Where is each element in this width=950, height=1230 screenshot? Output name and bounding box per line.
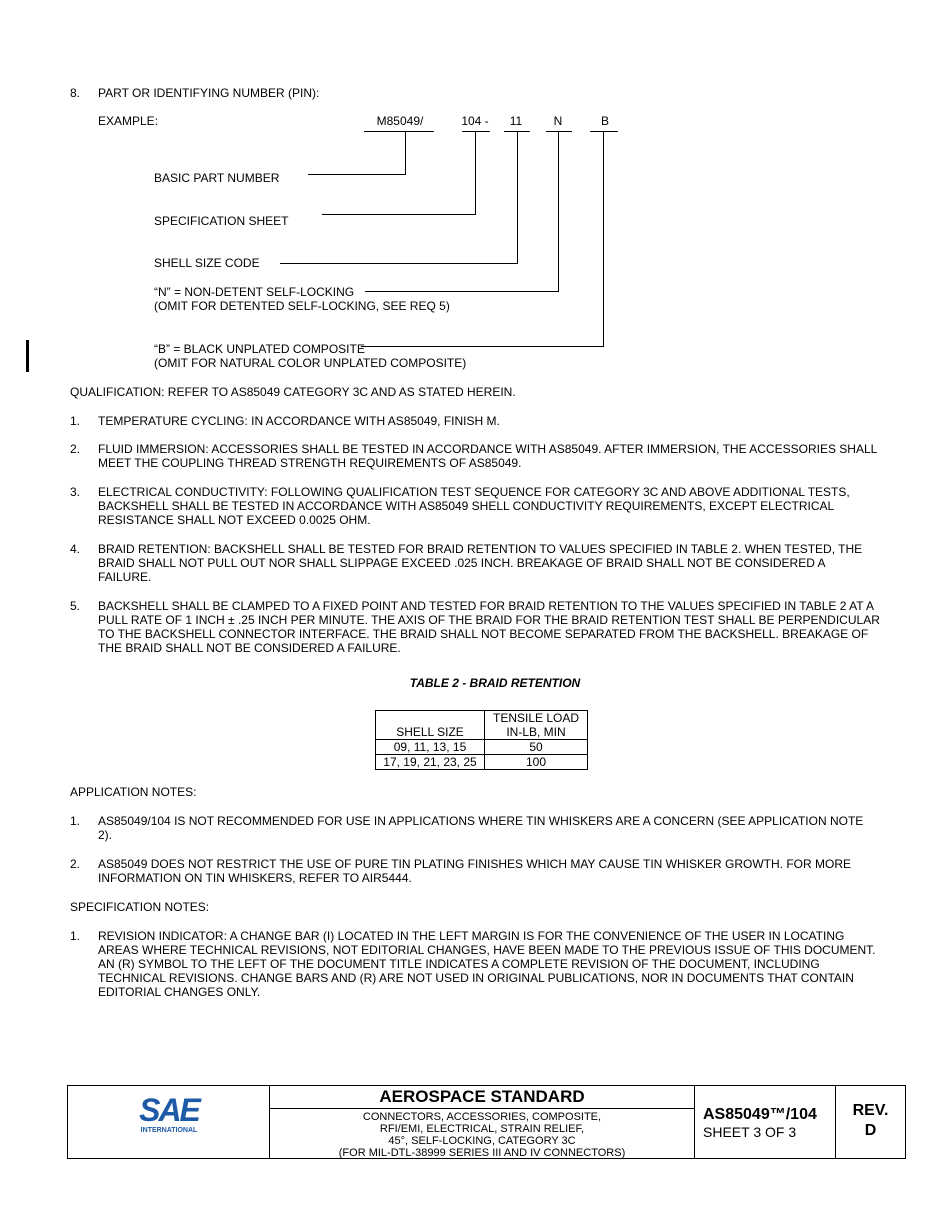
callout-b-line1: “B” = BLACK UNPLATED COMPOSITE: [154, 342, 365, 356]
callout-n-line1: “N” = NON-DETENT SELF-LOCKING: [154, 285, 355, 299]
example-part-n: N: [553, 114, 563, 128]
leader-n-v: [558, 131, 559, 292]
braid-retention-table: [375, 710, 588, 770]
leader-spec-h: [322, 214, 476, 215]
revision-value: D: [864, 1122, 877, 1139]
document-number: AS85049™/104: [703, 1106, 817, 1123]
underline-spec: [462, 131, 490, 132]
cell-load: 100: [485, 755, 588, 770]
cell-shell-size: 17, 19, 21, 23, 25: [376, 755, 485, 770]
callout-shell-size-code: SHELL SIZE CODE: [154, 256, 260, 270]
application-notes-heading: APPLICATION NOTES:: [70, 785, 197, 799]
change-bar: [26, 340, 29, 372]
standard-title: AEROSPACE STANDARD: [270, 1086, 694, 1109]
specification-notes-heading: SPECIFICATION NOTES:: [70, 900, 210, 914]
description-line: RFI/EMI, ELECTRICAL, STRAIN RELIEF,: [379, 1123, 585, 1135]
example-part-spec: 104 -: [461, 114, 489, 128]
leader-b-h: [361, 346, 604, 347]
sae-logo-mark: SAE: [139, 1092, 199, 1128]
item-text: TEMPERATURE CYCLING: IN ACCORDANCE WITH AS85049, FINISH M.: [98, 414, 500, 428]
header-tensile-load: [485, 711, 588, 740]
table-row: [376, 755, 588, 770]
callout-b-line2: (OMIT FOR NATURAL COLOR UNPLATED COMPOSITE): [154, 356, 467, 370]
table-header-row: [376, 711, 588, 740]
description-line: (FOR MIL-DTL-38999 SERIES III AND IV CONNECTORS): [338, 1147, 626, 1159]
item-text: AS85049 DOES NOT RESTRICT THE USE OF PURE TIN PLATING FINISHES WHICH MAY CAUSE TIN WHISKER GROWTH. FOR MORE INFORMATION ON TIN WHISKERS, REFER TO AIR5444.: [98, 857, 851, 885]
item-text: FLUID IMMERSION: ACCESSORIES SHALL BE TESTED IN ACCORDANCE WITH AS85049. AFTER IMMERSION, THE ACCESSORIES SHALL MEET THE COUPLING THREAD STRENGTH REQUIREMENTS OF AS85049.: [98, 442, 877, 470]
description-line: 45°, SELF-LOCKING, CATEGORY 3C: [388, 1135, 576, 1147]
item-text: ELECTRICAL CONDUCTIVITY: FOLLOWING QUALIFICATION TEST SEQUENCE FOR CATEGORY 3C AND ABOVE ADDITIONAL TESTS, BACKSHELL SHALL BE TESTED IN ACCORDANCE WITH AS85049 SHELL CONDUCTIVITY REQUIREMENTS, EXCEPT ELECTRICAL RESISTANCE SHALL NOT EXCEED 0.0025 OHM.: [98, 485, 850, 527]
leader-shell-h: [280, 263, 518, 264]
item-text: AS85049/104 IS NOT RECOMMENDED FOR USE IN APPLICATIONS WHERE TIN WHISKERS ARE A CONCERN (SEE APPLICATION NOTE 2).: [98, 814, 864, 842]
underline-basic: [364, 131, 434, 132]
example-label: EXAMPLE:: [98, 114, 159, 128]
item-text: BRAID RETENTION: BACKSHELL SHALL BE TESTED FOR BRAID RETENTION TO VALUES SPECIFIED IN TABLE 2. WHEN TESTED, THE BRAID SHALL NOT PULL OUT NOR SHALL SLIPPAGE EXCEED .025 INCH. BREAKAGE OF BRAID SHALL NOT BE CONSIDERED A FAILURE.: [98, 542, 863, 584]
document-number-cell: [695, 1086, 836, 1158]
description-line: CONNECTORS, ACCESSORIES, COMPOSITE,: [362, 1111, 602, 1123]
underline-n: [546, 131, 572, 132]
example-part-b: B: [600, 114, 609, 128]
title-block: [67, 1085, 906, 1159]
sae-logo-sub: INTERNATIONAL: [140, 1127, 198, 1134]
item-number: 1.: [70, 929, 81, 943]
leader-basic-h: [308, 174, 406, 175]
title-cell: [270, 1086, 695, 1158]
leader-basic-v: [405, 131, 406, 174]
leader-shell-v: [517, 131, 518, 264]
standard-description: [270, 1111, 694, 1159]
header-tensile-line2: IN-LB, MIN: [506, 725, 566, 739]
callout-n-line2: (OMIT FOR DETENTED SELF-LOCKING, SEE REQ 5): [154, 299, 450, 313]
sheet-number: SHEET 3 OF 3: [703, 1124, 797, 1140]
underline-b: [590, 131, 618, 132]
logo-cell: [68, 1086, 270, 1158]
item-number: 4.: [70, 542, 81, 556]
qualification-heading: QUALIFICATION: REFER TO AS85049 CATEGORY 3C AND AS STATED HEREIN.: [70, 385, 516, 399]
callout-basic-part-number: BASIC PART NUMBER: [154, 171, 280, 185]
cell-load: 50: [485, 740, 588, 755]
pin-number: 8.: [70, 86, 81, 100]
table-row: [376, 740, 588, 755]
pin-heading: PART OR IDENTIFYING NUMBER (PIN):: [98, 86, 320, 100]
item-number: 1.: [70, 814, 81, 828]
example-part-shell: 11: [509, 114, 523, 128]
item-number: 1.: [70, 414, 81, 428]
leader-n-h: [365, 291, 559, 292]
item-number: 5.: [70, 599, 81, 613]
revision: [836, 1101, 905, 1141]
item-text: BACKSHELL SHALL BE CLAMPED TO A FIXED POINT AND TESTED FOR BRAID RETENTION TO THE VALUES SPECIFIED IN TABLE 2 AT A PULL RATE OF 1 INCH ± .25 INCH PER MINUTE. THE AXIS OF THE BRAID FOR THE BRAID RETENTION TEST SHALL BE PERPENDICULAR TO THE BACKSHELL CONNECTOR INTERFACE. THE BRAID SHALL NOT BECOME SEPARATED FROM THE BACKSHELL. BREAKAGE OF THE BRAID SHALL NOT BE CONSIDERED A FAILURE.: [98, 599, 880, 655]
revision-label: REV.: [852, 1102, 889, 1119]
callout-specification-sheet: SPECIFICATION SHEET: [154, 214, 289, 228]
header-shell-size: SHELL SIZE: [376, 711, 485, 740]
table-title: TABLE 2 - BRAID RETENTION: [409, 676, 581, 690]
sae-logo: [138, 1094, 200, 1135]
example-part-basic: M85049/: [376, 114, 424, 128]
cell-shell-size: 09, 11, 13, 15: [376, 740, 485, 755]
item-text: REVISION INDICATOR: A CHANGE BAR (I) LOCATED IN THE LEFT MARGIN IS FOR THE CONVENIENCE OF THE USER IN LOCATING AREAS WHERE TECHNICAL REVISIONS, NOT EDITORIAL CHANGES, HAVE BEEN MADE TO THE PREVIOUS ISSUE OF THIS DOCUMENT. AN (R) SYMBOL TO THE LEFT OF THE DOCUMENT TITLE INDICATES A COMPLETE REVISION OF THE DOCUMENT, INCLUDING TECHNICAL REVISIONS. CHANGE BARS AND (R) ARE NOT USED IN ORIGINAL PUBLICATIONS, NOR IN DOCUMENTS THAT CONTAIN EDITORIAL CHANGES ONLY.: [98, 929, 876, 999]
leader-spec-v: [475, 131, 476, 215]
header-tensile-line1: TENSILE LOAD: [492, 711, 580, 725]
revision-cell: [836, 1086, 905, 1158]
item-number: 2.: [70, 857, 81, 871]
leader-b-v: [603, 131, 604, 347]
item-number: 2.: [70, 442, 81, 456]
item-number: 3.: [70, 485, 81, 499]
